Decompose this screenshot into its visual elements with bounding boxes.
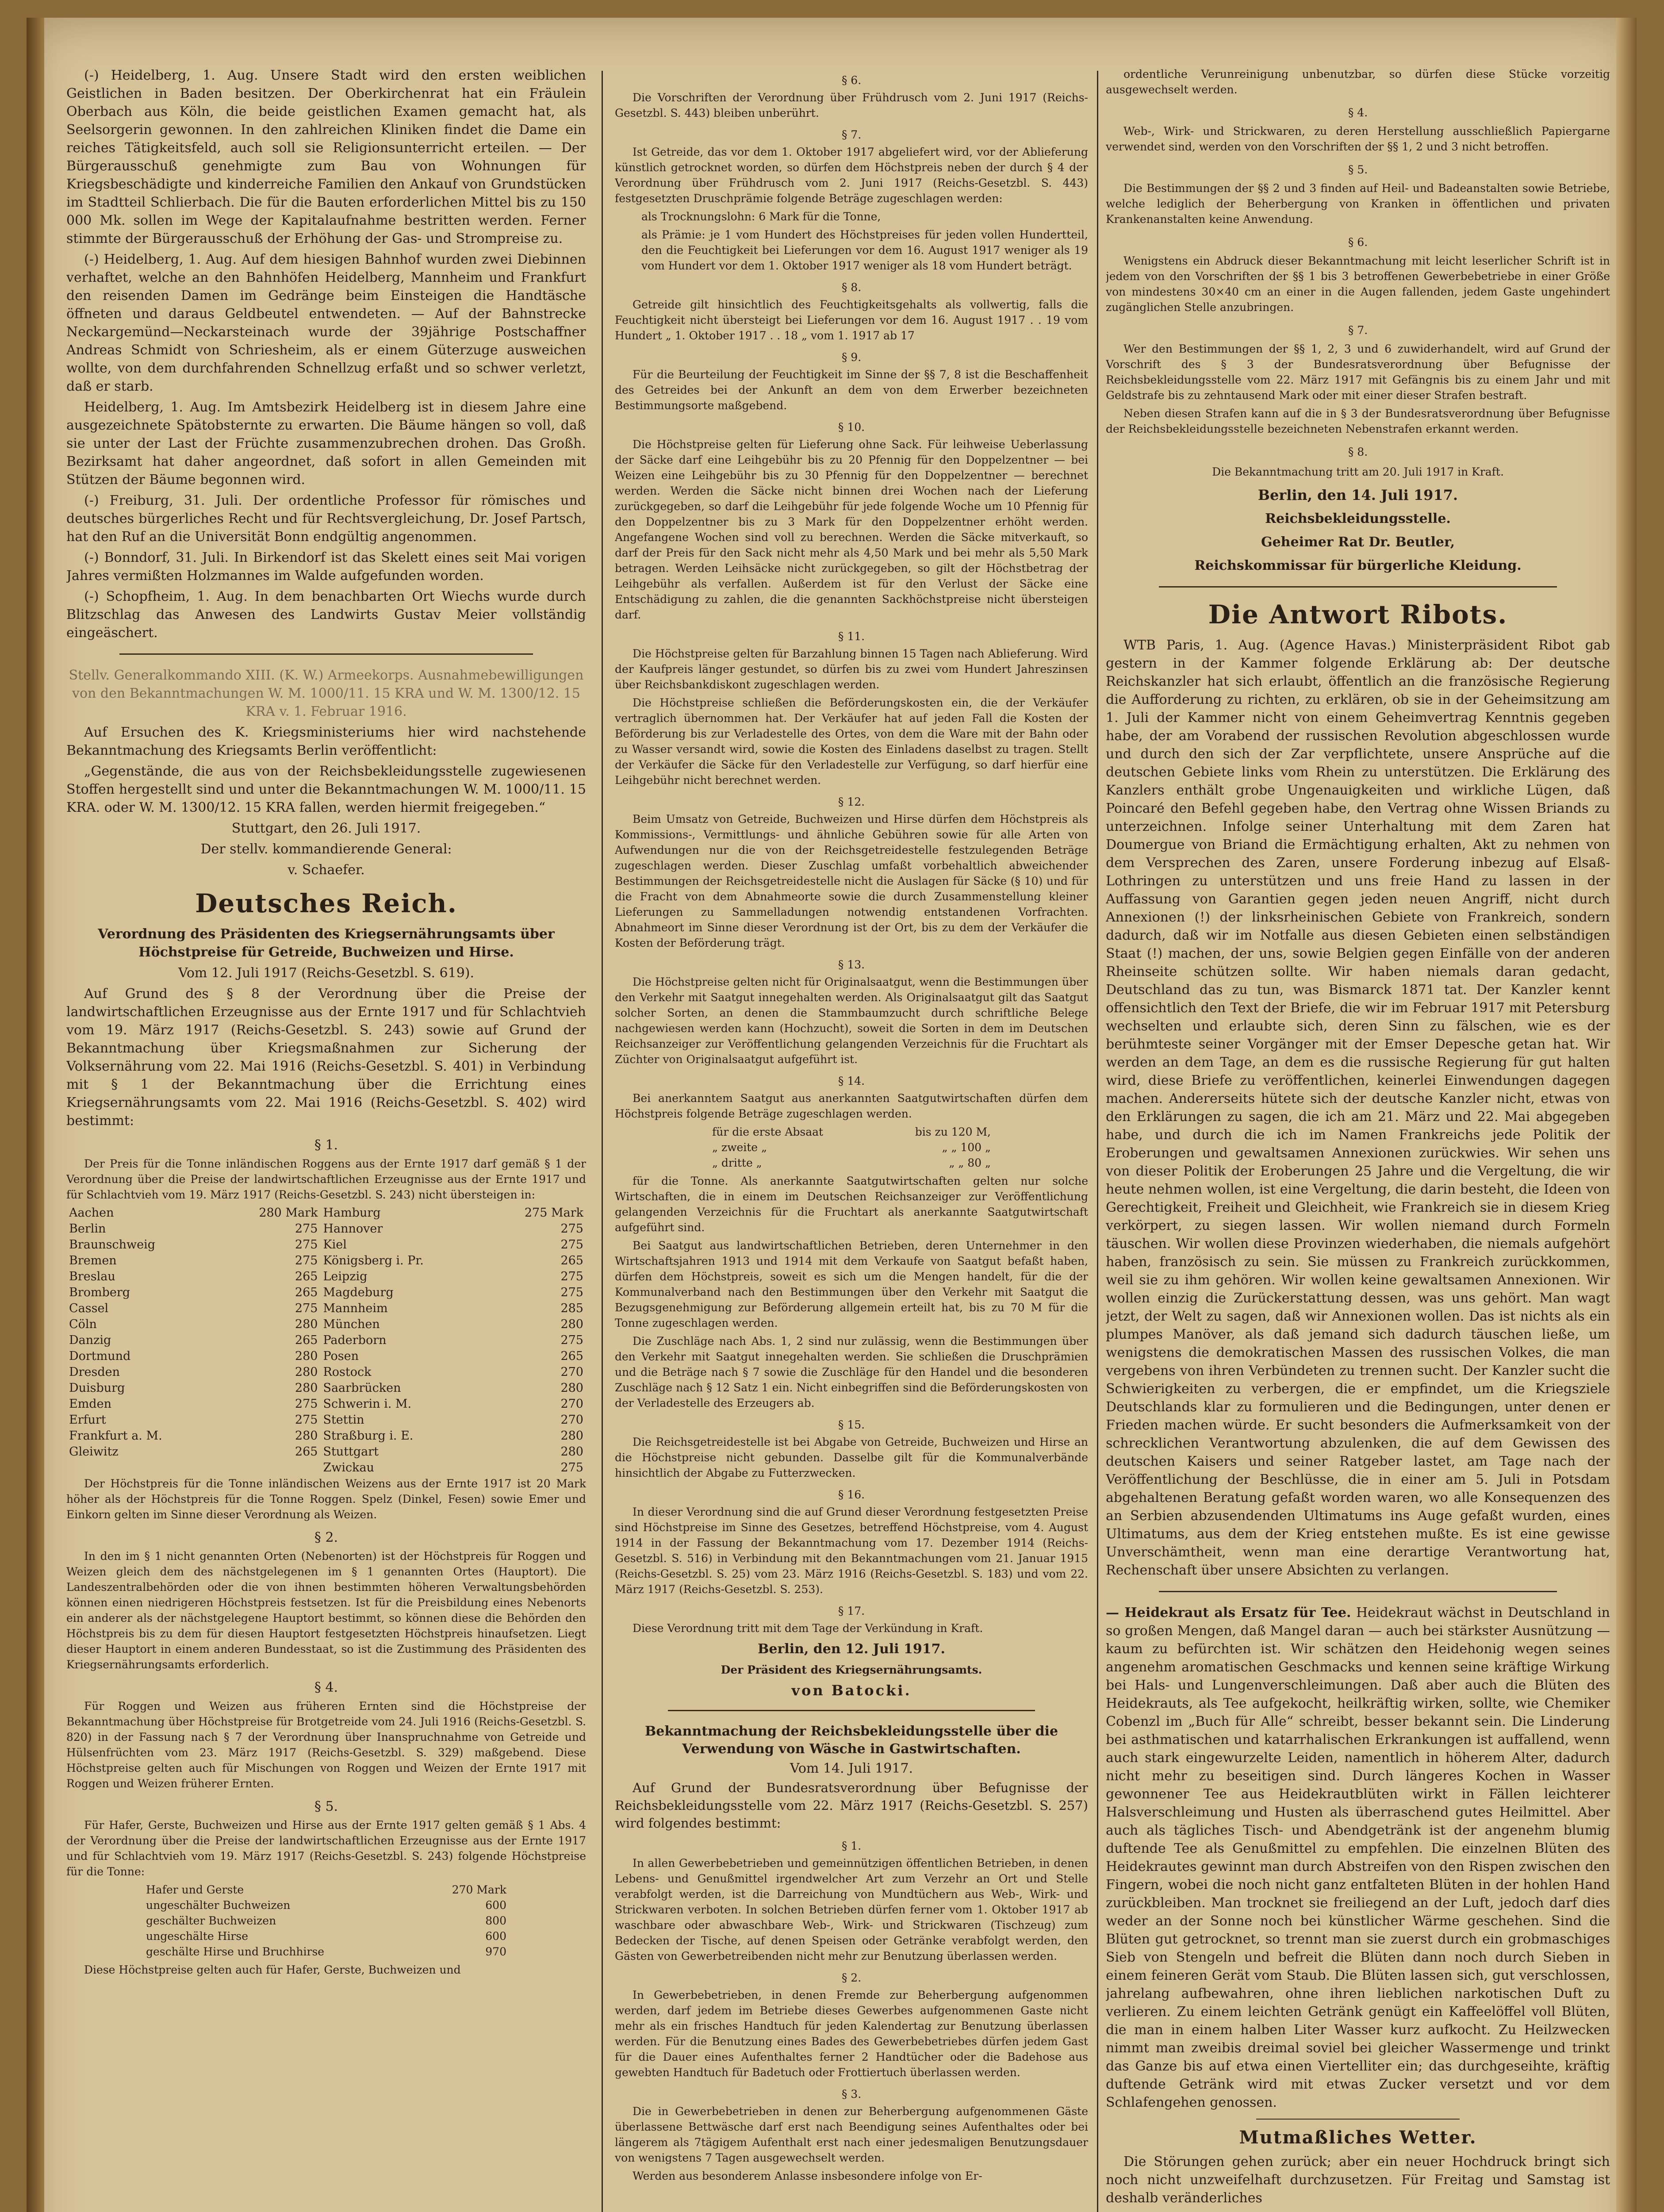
article-text: WTB Paris, 1. Aug. (Agence Havas.) Ministerpräsident Ribot gab gestern in der Kammer folgende Erklärung ab: Der deutsche Reichskanzler hat sich erlaubt, öffentlich an die französische Regierung die Aufforderung zu richten, zu erklären, ob sie in der Geheimsitzung am 1. Juli der Kammer nicht von einem Geheimvertrag Kenntnis gegeben habe, der am Vorabend der russischen Revolution abgeschlossen wurde und durch den sich der Zar verpflichtete, unsere Ansprüche auf die deutschen Gebiete links vom Rhein zu unterstützen. Die Erklärung des Kanzlers enthält grobe Ungenauigkeiten und wirkliche Lügen, daß Poincaré den Befehl gegeben habe, den Vertrag ohne Wissen Briands zu unterzeichnen. Infolge seiner Unterhaltung mit dem Zaren hat Doumergue von Briand die Ermächtigung erhalten, Akt zu nehmen von dem Versprechen des Zaren, unsere Forderung inbezug auf Elsaß-Lothringen zu unterstützen und uns freie Hand zu lassen in der Auffassung von Garantien gegen jeden neuen Angriff, nicht durch Annexionen (!) der linksrheinischen Gebiete von Frankreich, sondern dadurch, daß wir im Notfalle aus diesen Gebieten einen selbständigen Staat (!) machen, der uns, sowie Belgien gegen Einfälle von der anderen Rheinseite schützen sollte. Wir haben niemals daran gedacht, Deutschland das zu tun, was Bismarck 1871 tat. Der Kanzler kennt offensichtlich den Text der Briefe, die wir im Februar 1917 mit Petersburg wechselten und erlaubte sich, deren Sinn zu fälschen, wie es der berühmteste seiner Vorgänger mit der Emser Depesche getan hat. Wir werden an dem Tage, an dem es die russische Regierung für gut halten wird, diese Briefe zu veröffentlichen, keinerlei Einwendungen dagegen machen. Andererseits hütete sich der deutsche Kanzler nicht, etwas von den Erklärungen zu sagen, die ich am 21. März und 22. Mai abgegeben habe, und durch die ich im Namen Frankreichs jede Politik der Eroberungen und gewaltsamen Annexionen zurückwies. Wir sehen uns von dieser Politik der Eroberungen 25 Jahre und die Vergeltung, die wir heute nehmen wollen, ist eine Vergeltung, die darin besteht, die Ideen von Gerechtigkeit, Freiheit und Gleichheit, wie Frankreich sie in diesem Krieg verkörpert, zu siegen lassen. Wir wollen niemand durch Formeln täuschen. Wir wollen diese Provinzen wiederhaben, die niemals aufgehört haben, französisch zu sein. Sie müssen zu Frankreich zurückkommen, weil sie zu ihm gehören. Wir wollen keine gewaltsamen Annexionen. Wir wollen einzig die Zurückerstattung dessen, was uns gehört. Man wagt jetzt, der Welt zu sagen, daß wir Annexionen wollen. Das ist nichts als ein plumpes Manöver, als daß jemand sich dadurch täuschen ließe, um wenigstens die demokratischen Massen des russischen Volkes, die man vergebens von ihren Verbündeten zu trennen sucht. Der Kanzler sucht die Schwierigkeiten zu verbergen, die er empfindet, um die Kriegsziele Deutschlands klar zu formulieren und die Bedingungen, unter denen er Frieden machen würde. Er sucht besonders die Aufmerksamkeit von der schrecklichen Verantwortung abzulenken, die auf dem Gewissen des deutschen Kaisers und seiner Ratgeber lastet, am Tage nach der Veröffentlichung der Beschlüsse, die in einer am 5. Juli in Potsdam abgehaltenen Beratung gefaßt worden waren, wo alle Konsequenzen des an Serbien abzusendenden Ultimatums ins Auge gefaßt wurden, eines Ultimatums, aus dem der Krieg entstehen mußte. Es ist eine gewisse Unverschämtheit, wenn man eine derartige Verantwortung hat, Rechenschaft über unsere Absichten zu verlangen.	[1106, 637, 1610, 1578]
table-cell: 275 Mark	[524, 1206, 583, 1220]
column-rule	[1097, 71, 1098, 2212]
heidekraut-heading: — Heidekraut als Ersatz für Tee.	[1106, 1605, 1351, 1621]
paragraph-text: Die Höchstpreise gelten für Lieferung ohne Sack. Für leihweise Ueberlassung der Säcke darf eine Leihgebühr bis zu 20 Pfennig für den Doppelzentner — bei Weizen eine Leihgebühr bis zu 30 Pfennig für den Doppelzentner — berechnet werden. Werden die Säcke nicht binnen drei Wochen nach der Lieferung zurückgegeben, so darf die Leihgebühr für jede folgende Woche um 10 Pfennig für den Doppelzentner bis zu 3 Mark für den Doppelzentner erhöht werden. Angefangene Wochen sind voll zu berechnen. Werden die Säcke mitverkauft, so darf der Preis für den Sack nicht mehr als 4,50 Mark und bei mehr als 5,50 Mark betragen. Werden Leihsäcke nicht zurückgegeben, so gilt der Höchstbetrag der Leihgebühr als verfallen. Außerdem ist für den Verlust der Säcke eine Entschädigung zu zahlen, die die genannten Sackhöchstpreise nicht übersteigen darf.	[615, 438, 1088, 621]
table-cell: 265	[560, 1349, 583, 1363]
table-row	[66, 1317, 586, 1333]
column-right	[1106, 66, 1610, 2212]
section-divider	[1256, 2119, 1460, 2120]
newspaper-page	[27, 18, 1637, 2212]
table-cell: Kiel	[323, 1238, 347, 1252]
table-cell: Leipzig	[323, 1270, 368, 1283]
table-row	[66, 1237, 586, 1253]
paragraph-label: § 11.	[838, 630, 865, 643]
table-cell: Bromberg	[69, 1286, 130, 1299]
ordinance-date: Vom 12. Juli 1917 (Reichs-Gesetzbl. S. 619).	[178, 965, 475, 981]
table-row	[66, 1205, 586, 1221]
paragraph-label: § 13.	[838, 958, 865, 971]
list-cell: „ „ 80 „	[949, 1156, 991, 1169]
list-item	[146, 1944, 506, 1959]
table-cell: 280	[295, 1429, 318, 1443]
table-cell: Schwerin i. M.	[323, 1397, 412, 1411]
table-cell: Stuttgart	[323, 1445, 379, 1459]
local-news-item: (-) Bonndorf, 31. Juli. In Birkendorf ist das Skelett eines seit Mai vorigen Jahres vermißten Holzmannes im Walde aufgefunden worden.	[66, 550, 586, 584]
table-cell: 265	[295, 1333, 318, 1347]
paragraph-text: Die Vorschriften der Verordnung über Frühdrusch vom 2. Juni 1917 (Reichs-Gesetzbl. S. 443) bleiben unberührt.	[615, 91, 1088, 119]
table-cell: 280	[560, 1381, 583, 1395]
table-cell: Königsberg i. Pr.	[323, 1254, 424, 1267]
column-middle	[615, 66, 1088, 2212]
table-cell: Erfurt	[69, 1413, 106, 1427]
table-cell: 275	[295, 1413, 318, 1427]
rye-price-table	[66, 1205, 586, 1476]
paragraph-text: Der Preis für die Tonne inländischen Roggens aus der Ernte 1917 darf gemäß § 1 der Verordnung über die Preise der landwirtschaftlichen Erzeugnisse aus der Ernte 1917 und für Schlachtvieh vom 19. März 1917 (Reichs-Gesetzbl. S. 243) nicht übersteigen in:	[66, 1157, 586, 1201]
table-cell: Braunschweig	[69, 1238, 155, 1252]
local-news-item: (-) Schopfheim, 1. Aug. In dem benachbarten Ort Wiechs wurde durch Blitzschlag das Anwesen des Landwirts Gustav Meier vollständig eingeäschert.	[66, 589, 586, 641]
table-cell: Bremen	[69, 1254, 117, 1267]
list-cell: für die erste Absaat	[712, 1125, 824, 1138]
table-row	[66, 1269, 586, 1285]
announcement-intro: Auf Grund der Bundesratsverordnung über Befugnisse der Reichsbekleidungsstelle vom 22. März 1917 (Reichs-Gesetzbl. S. 257) wird folgendes bestimmt:	[615, 1780, 1088, 1831]
paragraph-text: Wer den Bestimmungen der §§ 1, 2, 3 und 6 zuwiderhandelt, wird auf Grund der Vorschrift des § 3 der Bundesratsverordnung über Befugnisse der Reichsbekleidungsstelle vom 22. März 1917 mit Gefängnis bis zu einem Jahr und mit Geldstrafe bis zu zehntausend Mark oder mit einer dieser Strafen bestraft.	[1106, 342, 1610, 402]
list-item	[146, 1897, 506, 1913]
seed-surcharge-list	[615, 1124, 1088, 1171]
section-divider	[119, 653, 533, 655]
table-cell: Emden	[69, 1397, 111, 1411]
table-cell: 275	[560, 1333, 583, 1347]
paragraph-label: § 2.	[841, 1971, 862, 1984]
list-cell: bis zu 120 M,	[915, 1125, 991, 1138]
paragraph-label: § 8.	[841, 281, 862, 294]
list-cell: 600	[485, 1899, 506, 1912]
heidekraut-text: Heidekraut wächst in Deutschland in so großen Mengen, daß Mangel daran — auch bei stärkster Ausnützung — kaum zu befürchten ist. Wir schätzen den Heidehonig wegen seines angenehm aromatischen Geschmacks und kennen seine kräftige Wirkung bei Hals- und Lungenverschleimungen. Daß aber auch die Blüten des Heidekrauts, als Tee aufgekocht, heilkräftig wirken, sollte, wie Chemiker Cobenzl im „Buch für Alle“ schreibt, besser bekannt sein. Die Linderung bei asthmatischen und katarrhalischen Erkrankungen ist auffallend, wenn auch stark eingewurzelte Leiden, namentlich in höherem Alter, dadurch nicht mehr zu beseitigen sind. Durch längeres Kochen in Wasser gewonnener Tee aus Heidekrautblüten wirkt in Fällen leichterer Halsverschleimung und Husten als überraschend gutes Heilmittel. Aber auch als tägliches Tisch- und Abendgetränk ist der angenehm blumig duftende Tee als Genußmittel zu empfehlen. Die einzelnen Blüten des Heidekrautes gewinnt man durch Abstreifen von den Rispen zwischen den Fingern, wobei die noch nicht ganz entfalteten Blüten in der hohlen Hand zurückbleiben. Man trocknet sie freiliegend an der Luft, jedoch darf dies weder an der Sonne noch bei künstlicher Wärme geschehen. Sind die Blüten gut getrocknet, so trennt man sie zuerst durch ein grobmaschiges Sieb von Stengeln und befreit die Blüten dann noch durch Sieben in einem feineren Gerät vom Staub. Die Blüten lassen sich, gut verschlossen, jahrelang aufbewahren, ohne ihren lieblichen narkotischen Duft zu verlieren. Zu einem leichten Getränk genügt ein Kaffeelöffel voll Blüten, die man in einem halben Liter Wasser kurz aufkocht. Zu Heilzwecken nimmt man zweibis dreimal soviel bei gleicher Wassermenge und trinkt das Ganze bis auf etwa einen Viertelliter ein; das durchgeseihte, kräftig duftende Getränk wird mit etwas Zucker versetzt und vor dem Schlafengehen genossen.	[1106, 1605, 1610, 2110]
ordinance-title: Verordnung des Präsidenten des Kriegsernährungsamts über Höchstpreise für Getreide, Buchweizen und Hirse.	[98, 926, 555, 960]
signature-title: Reichskommissar für bürgerliche Kleidung.	[1194, 558, 1522, 573]
table-cell: München	[323, 1317, 380, 1331]
signature-office: Der Präsident des Kriegsernährungsamts.	[721, 1663, 982, 1676]
table-cell: Danzig	[69, 1333, 111, 1347]
paragraph-text: Die Bestimmungen der §§ 2 und 3 finden auf Heil- und Badeanstalten sowie Betriebe, welche lediglich der Beherbergung von Kranken in öffentlichen und privaten Krankenanstalten keine Anwendung.	[1106, 182, 1610, 226]
table-cell: Stettin	[323, 1413, 364, 1427]
paragraph-label: § 4.	[1348, 106, 1368, 119]
paragraph-text: Die Bekanntmachung tritt am 20. Juli 1917 in Kraft.	[1212, 465, 1504, 478]
table-cell: 280	[295, 1365, 318, 1379]
list-item	[146, 1913, 506, 1928]
list-cell: 600	[485, 1930, 506, 1943]
paragraph-label: § 2.	[314, 1530, 338, 1545]
table-cell: 270	[560, 1413, 583, 1427]
paragraph-text: Werden aus besonderem Anlasse insbesondere infolge von Er-	[633, 2170, 982, 2182]
table-cell: Gleiwitz	[69, 1445, 119, 1459]
paragraph-text: ordentliche Verunreinigung unbenutzbar, so dürfen diese Stücke vorzeitig ausgewechselt werden.	[1106, 68, 1610, 96]
paragraph-text: In den im § 1 nicht genannten Orten (Nebenorten) ist der Höchstpreis für Roggen und Weizen gleich dem des nächstgelegenen im § 1 genannten Ortes (Hauptort). Die Landeszentralbehörden oder die von ihnen bestimmten höheren Verwaltungsbehörden können einen niedrigeren Höchstpreis festsetzen. Ist für die Preisbildung eines Nebenorts ein anderer als der nächstgelegene Hauptort bestimmt, so können diese die Behörden den Höchstpreis bis zu dem für diesen Hauptort festgesetzten Höchstpreis hinaufsetzen. Liegt dieser Hauptort in einem anderen Bundesstaat, so ist die Zustimmung des Präsidenten des Kriegsernährungsamts erforderlich.	[66, 1550, 586, 1671]
local-news-item: (-) Heidelberg, 1. Aug. Unsere Stadt wird den ersten weiblichen Geistlichen in Baden besitzen. Der Oberkirchenrat hat ein Fräulein Oberbach aus Köln, die beide geistlichen Examen gemacht hat, als Seelsorgerin gewonnen. In den zahlreichen Kliniken findet die Dame ein reiches Tätigkeitsfeld, auch soll sie Religionsunterricht erteilen. — Der Bürgerausschuß genehmigte zum Bau von Wohnungen für Kriegsbeschädigte und kinderreiche Familien den Ankauf von Grundstücken im Stadtteil Schlierbach. Die für die Bauten erforderlichen Mittel bis zu 150 000 Mk. sollen im Wege der Kapitalaufnahme bestritten werden. Ferner stimmte der Bürgerausschuß der Erhöhung der Gas- und Strompreise zu.	[66, 68, 586, 246]
table-cell: 275	[560, 1238, 583, 1252]
announcement-date: Vom 14. Juli 1917.	[790, 1761, 913, 1776]
signature-office: Reichsbekleidungsstelle.	[1265, 511, 1451, 526]
paragraph-label: § 1.	[841, 1839, 862, 1852]
table-row	[66, 1285, 586, 1301]
column-left	[66, 66, 586, 2212]
table-cell: 275	[295, 1238, 318, 1252]
paragraph-text: Web-, Wirk- und Strickwaren, zu deren Herstellung ausschließlich Papiergarne verwendet sind, werden von den Vorschriften der §§ 1, 2 und 3 nicht betroffen.	[1106, 125, 1610, 153]
paragraph-text: Für Hafer, Gerste, Buchweizen und Hirse aus der Ernte 1917 gelten gemäß § 1 Abs. 4 der Verordnung über die Preise der landwirtschaftlichen Erzeugnisse aus der Ernte 1917 und für Schlachtvieh vom 19. März 1917 (Reichs-Gesetzbl. S. 243) folgende Höchstpreise für die Tonne:	[66, 1819, 586, 1878]
table-cell: 285	[560, 1302, 583, 1315]
paragraph-text: Beim Umsatz von Getreide, Buchweizen und Hirse dürfen dem Höchstpreis als Kommissions-, Vermittlungs- und ähnliche Gebühren sowie für alle Arten von Aufwendungen nur die von der Reichsgetreidestelle festzulegenden Beträge zugeschlagen werden. Dieser Zuschlag umfaßt vorbehaltlich abweichender Bestimmungen der Reichsgetreidestelle nicht die Auslagen für Säcke (§ 10) und für die Fracht von dem Abnahmeorte sowie die durch Zusammenstellung kleiner Lieferungen zu Sammelladungen notwendig entstandenen Vorfrachten. Abnahmeort im Sinne dieser Verordnung ist der Ort, bis zu dem der Verkäufer die Kosten der Beförderung trägt.	[615, 813, 1088, 949]
signature-date: Berlin, den 12. Juli 1917.	[758, 1641, 945, 1657]
table-row	[66, 1444, 586, 1460]
paragraph-label: § 7.	[1348, 324, 1368, 337]
paragraph-text: für die Tonne. Als anerkannte Saatgutwirtschaften gelten nur solche Wirtschaften, die in einem im Deutschen Reichsanzeiger zur Veröffentlichung gelangenden Verzeichnis für die Fruchtart als anerkannte Saatgutwirtschaft aufgeführt sind.	[615, 1175, 1088, 1234]
paragraph-label: § 17.	[838, 1605, 865, 1617]
paragraph-label: § 4.	[314, 1680, 338, 1695]
list-cell: geschälte Hirse und Bruchhirse	[146, 1945, 325, 1958]
paragraph-text: Die Höchstpreise schließen die Beförderungskosten ein, die der Verkäufer vertraglich übernommen hat. Der Verkäufer hat auf jeden Fall die Kosten der Beförderung bis zur Verladestelle des Ortes, von dem die Ware mit der Bahn oder zu Wasser versandt wird, sowie die Kosten des Einladens daselbst zu tragen. Stellt der Verkäufer die Säcke für den Verladestelle zur Verfügung, so darf hierfür eine Leihgebühr nicht berechnet werden.	[615, 696, 1088, 787]
paragraph-text: Ist Getreide, das vor dem 1. Oktober 1917 abgeliefert wird, vor der Ablieferung künstlich getrocknet worden, so dürfen dem Höchstpreis neben der durch § 4 der Verordnung über Frühdrusch vom 2. Juni 1917 (Reichs-Gesetzbl. S. 443) festgesetzten Druschprämie folgende Beträge zugeschlagen werden:	[615, 146, 1088, 205]
weather-text: Die Störungen gehen zurück; aber ein neuer Hochdruck bringt sich noch nicht unzweifelhaft durchzusetzen. Für Freitag und Samstag ist deshalb veränderliches	[1106, 2154, 1610, 2206]
paragraph-text: Der Höchstpreis für die Tonne inländischen Weizens aus der Ernte 1917 ist 20 Mark höher als der Höchstpreis für die Tonne Roggen. Spelz (Dinkel, Fesen) sowie Emer und Einkorn gelten im Sinne dieser Verordnung als Weizen.	[66, 1477, 586, 1521]
article-heading-heidekraut	[1106, 1604, 1610, 2112]
section-divider	[668, 1710, 1035, 1711]
binding-spine	[27, 18, 44, 2212]
table-cell: Hannover	[323, 1222, 383, 1236]
list-cell: „ zweite „	[712, 1141, 767, 1154]
corps-signature-title: Der stellv. kommandierende General:	[200, 841, 452, 857]
paragraph-label: § 15.	[838, 1418, 865, 1431]
paragraph-text: Neben diesen Strafen kann auf die in § 3 der Bundesratsverordnung über Befugnisse der Reichsbekleidungsstelle bezeichneten Nebenstrafen erkannt werden.	[1106, 407, 1610, 435]
table-cell: 280	[295, 1317, 318, 1331]
paragraph-label: § 10.	[838, 421, 865, 434]
table-cell	[66, 1460, 220, 1476]
table-cell: Mannheim	[323, 1302, 388, 1315]
table-cell: 280	[560, 1317, 583, 1331]
corps-quote: „Gegenstände, die aus von der Reichsbekleidungsstelle zugewiesenen Stoffen hergestellt sind und unter die Bekanntmachungen W. M. 1000/11. 15 KRA. oder W. M. 1300/12. 15 KRA fallen, werden hiermit freigegeben.“	[66, 764, 586, 815]
section-divider	[1159, 1591, 1557, 1592]
table-cell: Aachen	[69, 1206, 114, 1220]
paragraph-label: § 1.	[314, 1137, 338, 1153]
paragraph-label: § 12.	[838, 795, 865, 808]
weather-heading: Mutmaßliches Wetter.	[1239, 2127, 1477, 2148]
paragraph-text: Für Roggen und Weizen aus früheren Ernten sind die Höchstpreise der Bekanntmachung über Höchstpreise für Brotgetreide vom 24. Juli 1916 (Reichs-Gesetzbl. S. 820) in der Fassung nach § 7 der Verordnung über Inanspruchnahme von Getreide und Hülsenfrüchten vom 23. März 1917 (Reichs-Gesetzbl. S. 329) maßgebend. Diese Höchstpreise gelten auch für Mischungen von Roggen und Weizen der Ernte 1917 mit Roggen und Weizen früherer Ernten.	[66, 1700, 586, 1790]
table-row	[66, 1348, 586, 1364]
paragraph-text: Die Reichsgetreidestelle ist bei Abgabe von Getreide, Buchweizen und Hirse an die Höchstpreise nicht gebunden. Dasselbe gilt für die Kommunalverbände hinsichtlich der Abgabe zu Futterzwecken.	[615, 1436, 1088, 1479]
signature-name: Geheimer Rat Dr. Beutler,	[1261, 534, 1455, 550]
table-cell: 265	[295, 1445, 318, 1459]
paragraph-label: § 9.	[841, 351, 862, 364]
column-rule	[602, 71, 603, 2212]
table-cell: 275	[295, 1302, 318, 1315]
table-cell: Rostock	[323, 1365, 372, 1379]
paragraph-text: Die Zuschläge nach Abs. 1, 2 sind nur zulässig, wenn die Bestimmungen über den Verkehr mit Saatgut innegehalten werden. Sie schließen die Druschprämien und die Beträge nach § 7 sowie die Zuschläge für den Handel und die besonderen Zuschläge nach § 12 Satz 1 ein. Nicht einbegriffen sind die Beförderungskosten von der Verladestelle des Erzeugers ab.	[615, 1335, 1088, 1409]
table-cell: 275	[295, 1397, 318, 1411]
table-cell: 265	[295, 1286, 318, 1299]
table-cell: 280	[560, 1445, 583, 1459]
paragraph-text: Die in Gewerbebetrieben in denen zur Beherbergung aufgenommenen Gäste überlassene Bettwäsche darf erst nach Beendigung seines Aufenthaltes oder bei längerem als 7tägigem Aufenthalt erst nach einer jedesmaligen Benutzungsdauer von wenigstens 7 Tagen ausgewechselt werden.	[615, 2105, 1088, 2164]
paragraph-text: Diese Höchstpreise gelten auch für Hafer, Gerste, Buchweizen und	[84, 1963, 461, 1976]
table-cell: Zwickau	[323, 1461, 374, 1475]
table-row	[66, 1333, 586, 1348]
paragraph-label: § 14.	[838, 1075, 865, 1087]
list-item	[712, 1124, 991, 1140]
page-edge	[1616, 18, 1637, 2212]
paragraph-text: Für die Beurteilung der Feuchtigkeit im Sinne der §§ 7, 8 ist die Beschaffenheit des Getreides bei der Ankunft an dem von dem Erwerber bezeichneten Bestimmungsorte maßgebend.	[615, 368, 1088, 412]
list-item	[712, 1140, 991, 1155]
table-cell: Paderborn	[323, 1333, 387, 1347]
corps-signature-name: v. Schaefer.	[288, 862, 365, 878]
table-cell: Berlin	[69, 1222, 106, 1236]
table-cell: Breslau	[69, 1270, 115, 1283]
paragraph-label: § 16.	[838, 1488, 865, 1501]
table-cell: Dortmund	[69, 1349, 131, 1363]
list-cell: Hafer und Gerste	[146, 1883, 244, 1896]
corps-text: Auf Ersuchen des K. Kriegsministeriums hier wird nachstehende Bekanntmachung des Kriegsamts Berlin veröffentlicht:	[66, 725, 586, 758]
list-item	[146, 1882, 506, 1897]
paragraph-label: § 3.	[841, 2088, 862, 2101]
paragraph-label: § 5.	[1348, 163, 1368, 176]
paragraph-text: Diese Verordnung tritt mit dem Tage der Verkündung in Kraft.	[633, 1622, 983, 1635]
list-cell: 800	[485, 1914, 506, 1927]
table-cell: 275	[295, 1254, 318, 1267]
paragraph-text: als Prämie: je 1 vom Hundert des Höchstpreises für jeden vollen Hundertteil, den die Feuchtigkeit bei Lieferungen vor dem 16. August 1917 weniger als 19 vom Hundert vor dem 1. Oktober 1917 weniger als 18 vom Hundert beträgt.	[641, 228, 1088, 272]
signature-date: Berlin, den 14. Juli 1917.	[1258, 487, 1458, 503]
ordinance-intro: Auf Grund des § 8 der Verordnung über die Preise der landwirtschaftlichen Erzeugnisse aus der Ernte 1917 und für Schlachtvieh vom 19. März 1917 (Reichs-Gesetzbl. S. 243) sowie auf Grund der Bekanntmachung über Kriegsmaßnahmen zur Sicherung der Volksernährung vom 22. Mai 1916 (Reichs-Gesetzbl. S. 401) in Verbindung mit § 1 der Bekanntmachung über die Errichtung eines Kriegsernährungsamts vom 22. Mai 1916 (Reichs-Gesetzbl. S. 402) wird bestimmt:	[66, 986, 586, 1129]
corps-heading: Stellv. Generalkommando XIII. (K. W.) Armeekorps. Ausnahmebewilligungen von den Bekanntmachungen W. M. 1000/11. 15 KRA und W. M. 1300/12. 15 KRA v. 1. Februar 1916.	[69, 668, 584, 719]
paragraph-label: § 6.	[841, 74, 862, 87]
paragraph-text: Die Höchstpreise gelten nicht für Originalsaatgut, wenn die Bestimmungen über den Verkehr mit Saatgut innegehalten werden. Als Originalsaatgut gilt das Saatgut solcher Sorten, an denen die Stammbaumzucht durch schriftliche Belege nachgewiesen werden kann (Hochzucht), soweit die Sorten in dem im Deutschen Reichsanzeiger zur Veröffentlichung gelangenden Verzeichnis für die Fruchtart als Züchter von Originalsaatgut aufgeführt ist.	[615, 975, 1088, 1066]
table-cell: 275	[560, 1222, 583, 1236]
table-row	[66, 1364, 586, 1380]
paragraph-text: In dieser Verordnung sind die auf Grund dieser Verordnung festgesetzten Preise sind Höchstpreise im Sinne des Gesetzes, betreffend Höchstpreise, vom 4. August 1914 in der Fassung der Bekanntmachung vom 17. Dezember 1914 (Reichs-Gesetzbl. S. 516) in Verbindung mit den Bekanntmachungen vom 21. Januar 1915 (Reichs-Gesetzbl. S. 25) vom 23. März 1916 (Reichs-Gesetzbl. S. 183) und vom 22. März 1917 (Reichs-Gesetzbl. S. 253).	[615, 1505, 1088, 1596]
table-cell: Straßburg i. E.	[323, 1429, 414, 1443]
local-news-item: (-) Heidelberg, 1. Aug. Auf dem hiesigen Bahnhof wurden zwei Diebinnen verhaftet, welche an den Bahnhöfen Heidelberg, Mannheim und Frankfurt den reisenden Damen im Gedränge beim Einsteigen die Handtäsche öffneten und daraus Geldbeutel entwendeten. — Auf der Bahnstrecke Neckargemünd—Neckarsteinach wurde der 39jährige Postschaffner Andreas Schmidt von Schriesheim, als er einem Güterzuge ausweichen wollte, von dem durchfahrenden Schnellzug erfaßt und so schwer verletzt, daß er starb.	[66, 252, 586, 394]
paragraph-text: In allen Gewerbebetrieben und gemeinnützigen öffentlichen Betrieben, in denen Lebens- und Genußmittel irgendwelcher Art zum Verzehr an Ort und Stelle verabfolgt werden, ist die Darreichung von Mundtüchern aus Web-, Wirk- und Strickwaren verboten. In solchen Betrieben dürfen ferner vom 1. Oktober 1917 ab waschbare oder abwaschbare Web-, Wirk- und Strickwaren (Tischzeug) zum Bedecken der Tische, auf denen Speisen oder Getränke verabfolgt werden, den Gästen von Gewerbetreibenden nicht mehr zur Benutzung überlassen werden.	[615, 1857, 1088, 1962]
signature-name: von Batocki.	[791, 1682, 912, 1699]
announcement-title: Bekanntmachung der Reichsbekleidungsstelle über die Verwendung von Wäsche in Gastwirtschaften.	[644, 1724, 1058, 1757]
table-cell: 265	[295, 1270, 318, 1283]
table-cell: Magdeburg	[323, 1286, 394, 1299]
paragraph-text: als Trocknungslohn: 6 Mark für die Tonne,	[641, 210, 881, 223]
table-cell: 275	[560, 1461, 583, 1475]
list-cell: ungeschälter Buchweizen	[146, 1899, 291, 1912]
table-cell: Frankfurt a. M.	[69, 1429, 162, 1443]
paragraph-label: § 8.	[1348, 445, 1368, 458]
paragraph-text: Bei Saatgut aus landwirtschaftlichen Betrieben, deren Unternehmer in den Wirtschaftsjahren 1913 und 1914 mit dem Verkaufe von Saatgut befaßt haben, dürfen dem Höchstpreis, soweit es sich um die Mengen handelt, für die der Kommunalverband nach den Bestimmungen über den Verkehr mit Saatgut die Bezugsgenehmigung zur Beförderung allgemein erteilt hat, bis zu 70 M für die Tonne zugeschlagen werden.	[615, 1239, 1088, 1329]
local-news-item: (-) Freiburg, 31. Juli. Der ordentliche Professor für römisches und deutsches bürgerliches Recht und für Rechtsvergleichung, Dr. Josef Partsch, hat den Ruf an die Universität Bonn endgültig angenommen.	[66, 493, 586, 545]
table-row	[66, 1253, 586, 1269]
table-cell: 275	[295, 1222, 318, 1236]
table-cell: Hamburg	[323, 1206, 381, 1220]
table-row	[66, 1221, 586, 1237]
table-cell: Posen	[323, 1349, 359, 1363]
table-cell: 270	[560, 1365, 583, 1379]
paragraph-label: § 7.	[841, 128, 862, 141]
article-heading-ribot: Die Antwort Ribots.	[1208, 599, 1508, 630]
list-cell: „ „ 100 „	[942, 1141, 991, 1154]
paragraph-text: In Gewerbebetrieben, in denen Fremde zur Beherbergung aufgenommen werden, darf jedem im Betriebe dieses Gewerbes aufgenommenen Gaste nicht mehr als ein frisches Handtuch für jeden Kalendertag zur Benutzung überlassen werden. Für die Benutzung eines Bades des Gewerbebetriebes dürfen jedem Gast für die Dauer eines Aufenthaltes ferner 2 Handtücher oder die Badehose aus gewebten Handtuch für Badetuch oder Frottiertuch überlassen werden.	[615, 1989, 1088, 2079]
table-cell: Saarbrücken	[323, 1381, 401, 1395]
table-cell: 270	[560, 1397, 583, 1411]
table-row	[66, 1428, 586, 1444]
list-cell: 970	[485, 1945, 506, 1958]
table-cell: Dresden	[69, 1365, 120, 1379]
local-news-item: Heidelberg, 1. Aug. Im Amtsbezirk Heidelberg ist in diesem Jahre eine ausgezeichnete Spätobsternte zu erwarten. Die Bäume hängen so voll, daß sie unter der Last der Früchte zusammenzubrechen drohen. Das Großh. Bezirksamt hat daher angeordnet, daß sofort in allen Gemeinden mit Stützen der Bäume begonnen wird.	[66, 399, 586, 488]
section-heading-deutsches-reich: Deutsches Reich.	[195, 888, 457, 918]
table-cell: Cassel	[69, 1302, 109, 1315]
paragraph-text: Wenigstens ein Abdruck dieser Bekanntmachung mit leicht leserlicher Schrift ist in jedem von den Vorschriften der §§ 1 bis 3 betroffenen Gewerbebetriebe in einer Größe von mindestens 30×40 cm an einer in die Augen fallenden, jedem Gaste ungehindert zugänglichen Stelle anzubringen.	[1106, 254, 1610, 314]
paragraph-text: Die Höchstpreise gelten für Barzahlung binnen 15 Tagen nach Ablieferung. Wird der Kaufpreis länger gestundet, so dürfen bis zu zwei vom Hundert Jahreszinsen über Reichsbankdiskont zugeschlagen werden.	[615, 647, 1088, 691]
list-cell: ungeschälte Hirse	[146, 1930, 248, 1943]
corps-date: Stuttgart, den 26. Juli 1917.	[231, 821, 421, 836]
list-cell: „ dritte „	[712, 1156, 762, 1169]
grain-price-list	[66, 1882, 586, 1959]
table-row	[66, 1301, 586, 1317]
table-cell: 280	[295, 1349, 318, 1363]
table-row	[66, 1412, 586, 1428]
table-cell: 280	[295, 1381, 318, 1395]
paragraph-text: Bei anerkanntem Saatgut aus anerkannten Saatgutwirtschaften dürfen dem Höchstpreis folgende Beträge zugeschlagen werden.	[615, 1092, 1088, 1120]
list-cell: geschälter Buchweizen	[146, 1914, 276, 1927]
paragraph-text: Getreide gilt hinsichtlich des Feuchtigkeitsgehalts als vollwertig, falls die Feuchtigkeit nicht übersteigt bei Lieferungen vor dem 16. August 1917 . . 19 vom Hundert „ 1. Oktober 1917 . . 18 „ vom 1. 1917 ab 17	[615, 298, 1088, 342]
table-cell: 280 Mark	[259, 1206, 318, 1220]
table-cell: Duisburg	[69, 1381, 125, 1395]
list-cell: 270 Mark	[452, 1883, 506, 1896]
table-row	[66, 1396, 586, 1412]
table-row	[66, 1380, 586, 1396]
table-cell: 280	[560, 1429, 583, 1443]
list-item	[146, 1928, 506, 1944]
table-cell: Cöln	[69, 1317, 97, 1331]
list-item	[712, 1155, 991, 1171]
table-cell: 275	[560, 1270, 583, 1283]
table-cell	[220, 1460, 321, 1476]
table-row	[66, 1460, 586, 1476]
table-cell: 275	[560, 1286, 583, 1299]
paragraph-label: § 6.	[1348, 236, 1368, 249]
table-cell: 265	[560, 1254, 583, 1267]
paragraph-label: § 5.	[314, 1799, 338, 1814]
section-divider	[1159, 586, 1557, 588]
